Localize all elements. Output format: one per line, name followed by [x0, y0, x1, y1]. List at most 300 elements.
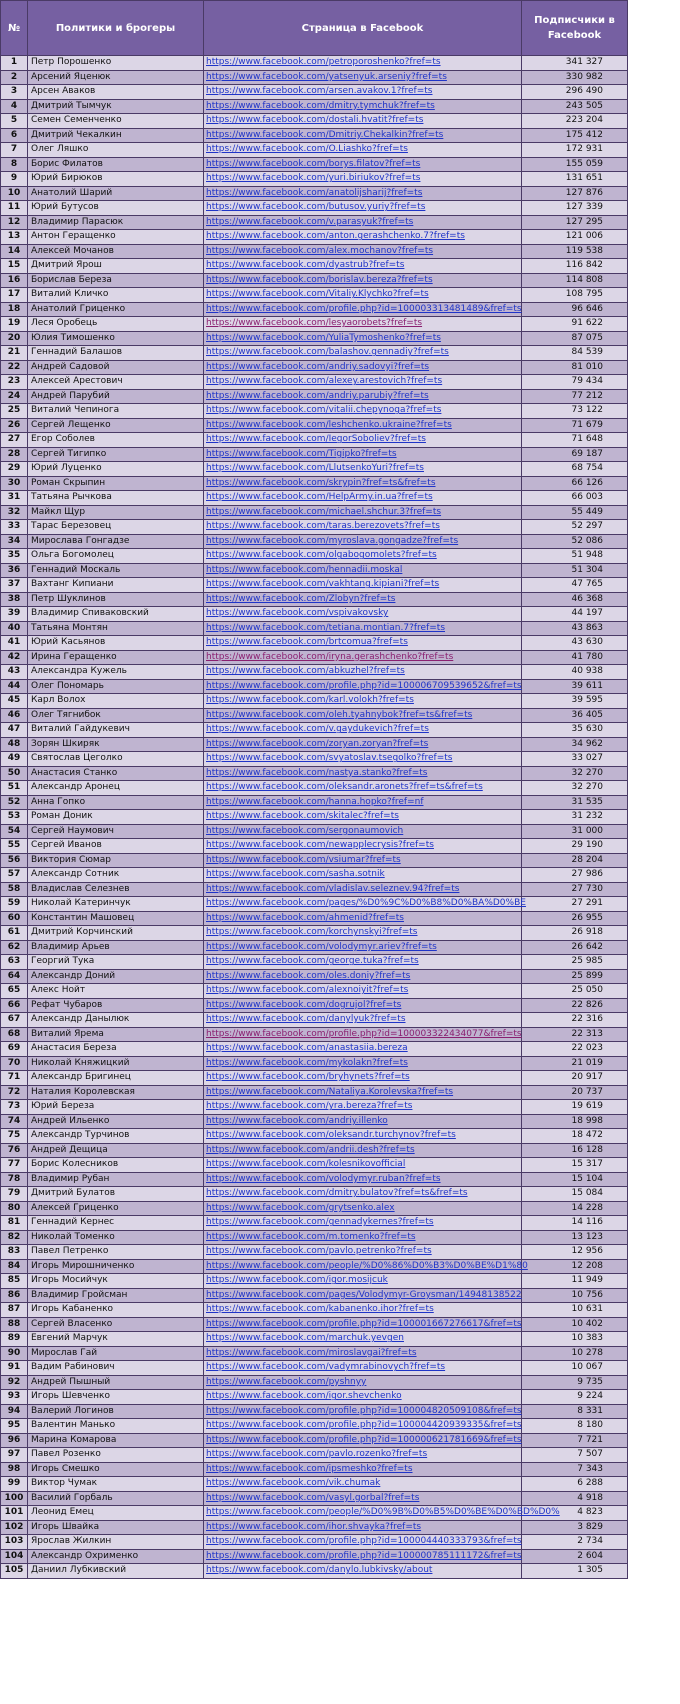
facebook-page-cell	[204, 650, 522, 665]
table-body	[1, 56, 628, 1579]
facebook-link[interactable]: https://www.facebook.com/profile.php?id=100004420939335&fref=ts	[206, 1420, 522, 1431]
person-name: Павел Розенко	[28, 1448, 204, 1463]
person-name: Татьяна Рычкова	[28, 491, 204, 506]
subscriber-count: 175 412	[522, 128, 628, 143]
facebook-page-cell	[204, 1317, 522, 1332]
row-number: 72	[1, 1085, 28, 1100]
facebook-link[interactable]: https://www.facebook.com/borys.filatov?fref=ts	[206, 158, 421, 169]
table-row	[1, 1303, 628, 1318]
table-row	[1, 621, 628, 636]
person-name: Андрей Парубий	[28, 389, 204, 404]
facebook-page-cell	[204, 1288, 522, 1303]
facebook-page-cell	[204, 1172, 522, 1187]
subscriber-count: 25 899	[522, 969, 628, 984]
person-name: Алексей Мочанов	[28, 244, 204, 259]
facebook-link[interactable]: https://www.facebook.com/oleh.tyahnybok?fref=ts&fref=ts	[206, 709, 473, 720]
facebook-page-cell	[204, 882, 522, 897]
facebook-page-cell	[204, 1404, 522, 1419]
column-header-subscribers: Подписчики в Facebook	[522, 1, 628, 56]
facebook-link[interactable]: https://www.facebook.com/skrypin?fref=ts&fref=ts	[206, 477, 436, 488]
person-name: Мирослава Гонгадзе	[28, 534, 204, 549]
subscriber-count: 119 538	[522, 244, 628, 259]
column-header-facebook-page: Страница в Facebook	[204, 1, 522, 56]
facebook-link[interactable]: https://www.facebook.com/andriy.illenko	[206, 1115, 388, 1126]
subscriber-count: 9 735	[522, 1375, 628, 1390]
facebook-link[interactable]: https://www.facebook.com/people/%D0%86%D0%B3%D0%BE%D1%80	[206, 1260, 528, 1271]
facebook-link[interactable]: https://www.facebook.com/sasha.sotnik	[206, 869, 385, 880]
facebook-page-cell	[204, 1520, 522, 1535]
facebook-link[interactable]: https://www.facebook.com/yatsenyuk.arseniy?fref=ts	[206, 71, 447, 82]
row-number: 88	[1, 1317, 28, 1332]
person-name: Юлия Тимошенко	[28, 331, 204, 346]
row-number: 19	[1, 317, 28, 332]
facebook-link[interactable]: https://www.facebook.com/balashov.gennadiy?fref=ts	[206, 347, 449, 358]
facebook-link[interactable]: https://www.facebook.com/tetiana.montian.7?fref=ts	[206, 622, 446, 633]
facebook-link[interactable]: https://www.facebook.com/profile.php?id=100000785111172&fref=ts	[206, 1550, 522, 1561]
facebook-link[interactable]: https://www.facebook.com/lesyaorobets?fref=ts	[206, 318, 423, 329]
facebook-page-cell	[204, 1042, 522, 1057]
subscriber-count: 22 316	[522, 1013, 628, 1028]
facebook-link[interactable]: https://www.facebook.com/volodymyr.ariev?fref=ts	[206, 941, 437, 952]
row-number: 21	[1, 346, 28, 361]
person-name: Вадим Рабинович	[28, 1361, 204, 1376]
facebook-link[interactable]: https://www.facebook.com/profile.php?id=100004440333793&fref=ts	[206, 1536, 522, 1547]
facebook-page-cell	[204, 868, 522, 883]
person-name: Анастасия Станко	[28, 766, 204, 781]
subscriber-count: 10 402	[522, 1317, 628, 1332]
table-row	[1, 1332, 628, 1347]
table-row	[1, 1187, 628, 1202]
facebook-link[interactable]: https://www.facebook.com/people/%D0%9B%D0%B5%D0%BE%D0%BD%D0%	[206, 1507, 560, 1518]
facebook-page-cell	[204, 607, 522, 622]
facebook-link[interactable]: https://www.facebook.com/miroslavgai?fref=ts	[206, 1347, 417, 1358]
facebook-link[interactable]: https://www.facebook.com/Tigipko?fref=ts	[206, 448, 397, 459]
facebook-link[interactable]: https://www.facebook.com/profile.php?id=100001667276617&fref=ts	[206, 1318, 522, 1329]
facebook-link[interactable]: https://www.facebook.com/profile.php?id=100003313481489&fref=ts	[206, 303, 522, 314]
facebook-link[interactable]: https://www.facebook.com/skitalec?fref=ts	[206, 811, 399, 822]
facebook-link[interactable]: https://www.facebook.com/dmitry.bulatov?fref=ts&fref=ts	[206, 1188, 468, 1199]
facebook-link[interactable]: https://www.facebook.com/karl.volokh?fref=ts	[206, 695, 414, 706]
subscriber-count: 19 619	[522, 1100, 628, 1115]
facebook-link[interactable]: https://www.facebook.com/Vitaliy.Klychko?fref=ts	[206, 289, 429, 300]
person-name: Николай Томенко	[28, 1230, 204, 1245]
person-name: Юрий Бутусов	[28, 201, 204, 216]
facebook-link[interactable]: https://www.facebook.com/vasyl.gorbal?fref=ts	[206, 1492, 420, 1503]
person-name: Ярослав Жилкин	[28, 1535, 204, 1550]
facebook-link[interactable]: https://www.facebook.com/korchynskyi?fref=ts	[206, 927, 418, 938]
subscriber-count: 32 270	[522, 781, 628, 796]
facebook-link[interactable]: https://www.facebook.com/alex.mochanov?fref=ts	[206, 245, 434, 256]
subscriber-count: 40 938	[522, 665, 628, 680]
person-name: Юрий Касьянов	[28, 636, 204, 651]
table-row	[1, 230, 628, 245]
person-name: Сергей Наумович	[28, 824, 204, 839]
facebook-link[interactable]: https://www.facebook.com/oleksandr.aronets?fref=ts&fref=ts	[206, 782, 483, 793]
row-number: 41	[1, 636, 28, 651]
table-row	[1, 984, 628, 999]
facebook-page-cell	[204, 1071, 522, 1086]
person-name: Юрий Береза	[28, 1100, 204, 1115]
facebook-page-cell	[204, 824, 522, 839]
person-name: Владимир Арьев	[28, 940, 204, 955]
row-number: 59	[1, 897, 28, 912]
facebook-page-cell	[204, 1114, 522, 1129]
subscriber-count: 4 823	[522, 1506, 628, 1521]
facebook-link[interactable]: https://www.facebook.com/anton.gerashchenko.7?fref=ts	[206, 231, 465, 242]
person-name: Александр Сотник	[28, 868, 204, 883]
table-row	[1, 433, 628, 448]
facebook-page-cell	[204, 940, 522, 955]
facebook-page-cell	[204, 1013, 522, 1028]
subscriber-count: 66 003	[522, 491, 628, 506]
subscriber-count: 116 842	[522, 259, 628, 274]
person-name: Андрей Ильенко	[28, 1114, 204, 1129]
subscriber-count: 39 611	[522, 679, 628, 694]
facebook-link[interactable]: https://www.facebook.com/oleksandr.turchynov?fref=ts	[206, 1130, 456, 1141]
person-name: Роман Доник	[28, 810, 204, 825]
person-name: Сергей Иванов	[28, 839, 204, 854]
facebook-page-cell	[204, 230, 522, 245]
facebook-link[interactable]: https://www.facebook.com/ihor.shvayka?fref=ts	[206, 1521, 422, 1532]
facebook-link[interactable]: https://www.facebook.com/v.gaydukevich?fref=ts	[206, 724, 429, 735]
row-number: 62	[1, 940, 28, 955]
facebook-link[interactable]: https://www.facebook.com/profile.php?id=100000621781669&fref=ts	[206, 1434, 522, 1445]
person-name: Игорь Мирошниченко	[28, 1259, 204, 1274]
table-row	[1, 1433, 628, 1448]
person-name: Георгий Тука	[28, 955, 204, 970]
row-number: 48	[1, 737, 28, 752]
facebook-link[interactable]: https://www.facebook.com/george.tuka?fref=ts	[206, 956, 419, 967]
row-number: 102	[1, 1520, 28, 1535]
person-name: Дмитрий Ярош	[28, 259, 204, 274]
person-name: Александр Доний	[28, 969, 204, 984]
facebook-link[interactable]: https://www.facebook.com/vik.chumak	[206, 1478, 381, 1489]
facebook-page-cell	[204, 70, 522, 85]
facebook-link[interactable]: https://www.facebook.com/dmitry.tymchuk?fref=ts	[206, 100, 435, 111]
facebook-link[interactable]: https://www.facebook.com/alexey.arestovich?fref=ts	[206, 376, 443, 387]
facebook-page-cell	[204, 1274, 522, 1289]
facebook-link[interactable]: https://www.facebook.com/mykolakn?fref=ts	[206, 1057, 408, 1068]
table-row	[1, 1100, 628, 1115]
row-number: 14	[1, 244, 28, 259]
subscriber-count: 36 405	[522, 708, 628, 723]
subscriber-count: 41 780	[522, 650, 628, 665]
subscriber-count: 15 317	[522, 1158, 628, 1173]
facebook-page-cell	[204, 375, 522, 390]
row-number: 86	[1, 1288, 28, 1303]
facebook-page-cell	[204, 781, 522, 796]
row-number: 9	[1, 172, 28, 187]
facebook-link[interactable]: https://www.facebook.com/anastasiia.bereza	[206, 1043, 408, 1054]
facebook-link[interactable]: https://www.facebook.com/O.Liashko?fref=ts	[206, 144, 408, 155]
person-name: Евгений Марчук	[28, 1332, 204, 1347]
facebook-link[interactable]: https://www.facebook.com/pages/%D0%9C%D0%B8%D0%BA%D0%BE	[206, 898, 526, 909]
facebook-link[interactable]: https://www.facebook.com/taras.berezovets?fref=ts	[206, 521, 440, 532]
facebook-page-cell	[204, 1448, 522, 1463]
table-row	[1, 679, 628, 694]
person-name: Виктория Сюмар	[28, 853, 204, 868]
facebook-link[interactable]: https://www.facebook.com/hanna.hopko?fref=nf	[206, 796, 424, 807]
person-name: Сергей Лещенко	[28, 418, 204, 433]
facebook-link[interactable]: https://www.facebook.com/HelpArmy.in.ua?fref=ts	[206, 492, 433, 503]
row-number: 3	[1, 85, 28, 100]
subscriber-count: 69 187	[522, 447, 628, 462]
row-number: 1	[1, 56, 28, 71]
facebook-page-cell	[204, 85, 522, 100]
facebook-link[interactable]: https://www.facebook.com/petroporoshenko?fref=ts	[206, 57, 441, 68]
person-name: Виталий Ярема	[28, 1027, 204, 1042]
facebook-link[interactable]: https://www.facebook.com/andrii.desh?fref=ts	[206, 1144, 415, 1155]
facebook-page-cell	[204, 288, 522, 303]
person-name: Игорь Мосийчук	[28, 1274, 204, 1289]
subscriber-count: 114 808	[522, 273, 628, 288]
subscriber-count: 39 595	[522, 694, 628, 709]
facebook-link[interactable]: https://www.facebook.com/borislav.bereza?fref=ts	[206, 274, 433, 285]
person-name: Роман Скрыпин	[28, 476, 204, 491]
facebook-page-cell	[204, 143, 522, 158]
facebook-link[interactable]: https://www.facebook.com/hennadii.moskal	[206, 564, 403, 575]
facebook-link[interactable]: https://www.facebook.com/oles.doniy?fref=ts	[206, 970, 411, 981]
facebook-link[interactable]: https://www.facebook.com/pyshnyy	[206, 1376, 367, 1387]
facebook-page-cell	[204, 752, 522, 767]
row-number: 77	[1, 1158, 28, 1173]
facebook-link[interactable]: https://www.facebook.com/nastya.stanko?fref=ts	[206, 767, 428, 778]
facebook-link[interactable]: https://www.facebook.com/danylyuk?fref=ts	[206, 1014, 406, 1025]
facebook-page-cell	[204, 1419, 522, 1434]
row-number: 22	[1, 360, 28, 375]
facebook-link[interactable]: https://www.facebook.com/vadymrabinovych?fref=ts	[206, 1362, 446, 1373]
facebook-link[interactable]: https://www.facebook.com/dostali.hvatit?fref=ts	[206, 115, 424, 126]
person-name: Арсений Яценюк	[28, 70, 204, 85]
subscriber-count: 16 128	[522, 1143, 628, 1158]
row-number: 55	[1, 839, 28, 854]
facebook-link[interactable]: https://www.facebook.com/profile.php?id=100006709539652&fref=ts	[206, 680, 522, 691]
facebook-page-cell	[204, 853, 522, 868]
row-number: 64	[1, 969, 28, 984]
facebook-link[interactable]: https://www.facebook.com/ahmenid?fref=ts	[206, 912, 404, 923]
subscriber-count: 12 208	[522, 1259, 628, 1274]
table-row	[1, 259, 628, 274]
facebook-link[interactable]: https://www.facebook.com/profile.php?id=100004820509108&fref=ts	[206, 1405, 522, 1416]
facebook-link[interactable]: https://www.facebook.com/yra.bereza?fref=ts	[206, 1101, 413, 1112]
person-name: Виктор Чумак	[28, 1477, 204, 1492]
row-number: 75	[1, 1129, 28, 1144]
facebook-link[interactable]: https://www.facebook.com/Dmitriy.Chekalkin?fref=ts	[206, 129, 444, 140]
subscriber-count: 26 918	[522, 926, 628, 941]
table-row	[1, 288, 628, 303]
row-number: 17	[1, 288, 28, 303]
person-name: Дмитрий Корчинский	[28, 926, 204, 941]
facebook-link[interactable]: https://www.facebook.com/butusov.yuriy?fref=ts	[206, 202, 426, 213]
subscriber-count: 131 651	[522, 172, 628, 187]
row-number: 76	[1, 1143, 28, 1158]
subscriber-count: 155 059	[522, 157, 628, 172]
facebook-link[interactable]: https://www.facebook.com/profile.php?id=100003322434077&fref=ts	[206, 1028, 522, 1039]
facebook-link[interactable]: https://www.facebook.com/m.tomenko?fref=ts	[206, 1231, 416, 1242]
facebook-link[interactable]: https://www.facebook.com/andriy.sadovyi?fref=ts	[206, 361, 430, 372]
facebook-page-cell	[204, 317, 522, 332]
facebook-page-cell	[204, 969, 522, 984]
row-number: 96	[1, 1433, 28, 1448]
subscriber-count: 51 304	[522, 563, 628, 578]
facebook-link[interactable]: https://www.facebook.com/svyatoslav.tsegolko?fref=ts	[206, 753, 453, 764]
facebook-page-cell	[204, 1477, 522, 1492]
facebook-link[interactable]: https://www.facebook.com/abkuzhel?fref=ts	[206, 666, 405, 677]
facebook-page-cell	[204, 157, 522, 172]
facebook-page-cell	[204, 128, 522, 143]
facebook-link[interactable]: https://www.facebook.com/pavlo.petrenko?fref=ts	[206, 1246, 432, 1257]
subscriber-count: 243 505	[522, 99, 628, 114]
row-number: 83	[1, 1245, 28, 1260]
table-row	[1, 1085, 628, 1100]
person-name: Вахтанг Кипиани	[28, 578, 204, 593]
facebook-link[interactable]: https://www.facebook.com/danylo.lubkivsky/about	[206, 1565, 433, 1576]
row-number: 37	[1, 578, 28, 593]
facebook-link[interactable]: https://www.facebook.com/grytsenko.alex	[206, 1202, 395, 1213]
facebook-page-cell	[204, 984, 522, 999]
table-row	[1, 1129, 628, 1144]
facebook-link[interactable]: https://www.facebook.com/gennadykernes?fref=ts	[206, 1217, 434, 1228]
subscriber-count: 68 754	[522, 462, 628, 477]
facebook-link[interactable]: https://www.facebook.com/olgabogomolets?fref=ts	[206, 550, 437, 561]
facebook-link[interactable]: https://www.facebook.com/igor.mosijcuk	[206, 1275, 388, 1286]
facebook-page-cell	[204, 360, 522, 375]
facebook-link[interactable]: https://www.facebook.com/yuri.biriukov?fref=ts	[206, 173, 421, 184]
subscriber-count: 71 679	[522, 418, 628, 433]
table-row	[1, 1477, 628, 1492]
facebook-link[interactable]: https://www.facebook.com/leshchenko.ukraine?fref=ts	[206, 419, 452, 430]
facebook-link[interactable]: https://www.facebook.com/vladislav.seleznev.94?fref=ts	[206, 883, 460, 894]
person-name: Петр Порошенко	[28, 56, 204, 71]
facebook-link[interactable]: https://www.facebook.com/dogrujol?fref=ts	[206, 999, 402, 1010]
facebook-page-cell	[204, 636, 522, 651]
row-number: 84	[1, 1259, 28, 1274]
table-row	[1, 824, 628, 839]
facebook-link[interactable]: https://www.facebook.com/marchuk.yevgen	[206, 1333, 404, 1344]
facebook-page-cell	[204, 172, 522, 187]
facebook-link[interactable]: https://www.facebook.com/sergonaumovich	[206, 825, 404, 836]
row-number: 51	[1, 781, 28, 796]
subscriber-count: 12 956	[522, 1245, 628, 1260]
row-number: 32	[1, 505, 28, 520]
facebook-link[interactable]: https://www.facebook.com/LlutsenkoYuri?fref=ts	[206, 463, 424, 474]
table-row	[1, 375, 628, 390]
person-name: Сергей Тигипко	[28, 447, 204, 462]
facebook-link[interactable]: https://www.facebook.com/myroslava.gongadze?fref=ts	[206, 535, 459, 546]
facebook-page-cell	[204, 795, 522, 810]
table-row	[1, 592, 628, 607]
person-name: Геннадий Балашов	[28, 346, 204, 361]
facebook-page-cell	[204, 766, 522, 781]
row-number: 66	[1, 998, 28, 1013]
facebook-link[interactable]: https://www.facebook.com/Nataliya.Korolevska?fref=ts	[206, 1086, 454, 1097]
facebook-link[interactable]: https://www.facebook.com/pavlo.rozenko?fref=ts	[206, 1449, 428, 1460]
person-name: Александр Турчинов	[28, 1129, 204, 1144]
subscriber-count: 31 000	[522, 824, 628, 839]
facebook-link[interactable]: https://www.facebook.com/YuliaTymoshenko?fref=ts	[206, 332, 441, 343]
facebook-link[interactable]: https://www.facebook.com/brtcomua?fref=ts	[206, 637, 408, 648]
facebook-link[interactable]: https://www.facebook.com/alexnoiyit?fref=ts	[206, 985, 409, 996]
facebook-link[interactable]: https://www.facebook.com/kabanenko.ihor?fref=ts	[206, 1304, 434, 1315]
person-name: Петр Шуклинов	[28, 592, 204, 607]
person-name: Даниил Лубкивский	[28, 1564, 204, 1579]
table-row	[1, 302, 628, 317]
subscriber-count: 52 086	[522, 534, 628, 549]
facebook-page-cell	[204, 491, 522, 506]
facebook-link[interactable]: https://www.facebook.com/vsiumar?fref=ts	[206, 854, 401, 865]
table-row	[1, 70, 628, 85]
table-row	[1, 1259, 628, 1274]
person-name: Наталия Королевская	[28, 1085, 204, 1100]
table-row	[1, 1346, 628, 1361]
facebook-link[interactable]: https://www.facebook.com/igor.shevchenko	[206, 1391, 402, 1402]
table-row	[1, 505, 628, 520]
row-number: 58	[1, 882, 28, 897]
row-number: 56	[1, 853, 28, 868]
person-name: Борис Филатов	[28, 157, 204, 172]
row-number: 26	[1, 418, 28, 433]
row-number: 12	[1, 215, 28, 230]
row-number: 63	[1, 955, 28, 970]
subscriber-count: 13 123	[522, 1230, 628, 1245]
facebook-link[interactable]: https://www.facebook.com/iryna.gerashchenko?fref=ts	[206, 651, 454, 662]
person-name: Василий Горбаль	[28, 1491, 204, 1506]
facebook-page-cell	[204, 389, 522, 404]
facebook-link[interactable]: https://www.facebook.com/newapplecrysis?fref=ts	[206, 840, 434, 851]
facebook-link[interactable]: https://www.facebook.com/dyastrub?fref=ts	[206, 260, 405, 271]
table-row	[1, 1201, 628, 1216]
facebook-link[interactable]: https://www.facebook.com/vitalii.chepynoga?fref=ts	[206, 405, 442, 416]
row-number: 20	[1, 331, 28, 346]
facebook-link[interactable]: https://www.facebook.com/anatolijsharij?fref=ts	[206, 187, 423, 198]
table-row	[1, 273, 628, 288]
row-number: 65	[1, 984, 28, 999]
facebook-link[interactable]: https://www.facebook.com/Zlobyn?fref=ts	[206, 593, 396, 604]
row-number: 27	[1, 433, 28, 448]
table-row	[1, 1549, 628, 1564]
facebook-link[interactable]: https://www.facebook.com/kolesnikovofficial	[206, 1159, 406, 1170]
facebook-link[interactable]: https://www.facebook.com/volodymyr.ruban?fref=ts	[206, 1173, 441, 1184]
table-row	[1, 795, 628, 810]
row-number: 57	[1, 868, 28, 883]
facebook-link[interactable]: https://www.facebook.com/michael.shchur.3?fref=ts	[206, 506, 442, 517]
person-name: Дмитрий Тымчук	[28, 99, 204, 114]
table-row	[1, 1375, 628, 1390]
subscriber-count: 2 604	[522, 1549, 628, 1564]
facebook-link[interactable]: https://www.facebook.com/v.parasyuk?fref=ts	[206, 216, 414, 227]
facebook-link[interactable]: https://www.facebook.com/IegorSoboliev?fref=ts	[206, 434, 426, 445]
row-number: 24	[1, 389, 28, 404]
facebook-link[interactable]: https://www.facebook.com/pages/Volodymyr-Groysman/14948138522	[206, 1289, 522, 1300]
facebook-link[interactable]: https://www.facebook.com/zoryan.zoryan?fref=ts	[206, 738, 429, 749]
subscriber-count: 51 948	[522, 549, 628, 564]
facebook-link[interactable]: https://www.facebook.com/arsen.avakov.1?fref=ts	[206, 86, 433, 97]
facebook-link[interactable]: https://www.facebook.com/vakhtang.kipiani?fref=ts	[206, 579, 440, 590]
table-row	[1, 99, 628, 114]
facebook-link[interactable]: https://www.facebook.com/bryhynets?fref=ts	[206, 1072, 410, 1083]
facebook-link[interactable]: https://www.facebook.com/vspivakovsky	[206, 608, 389, 619]
table-row	[1, 534, 628, 549]
subscriber-count: 6 288	[522, 1477, 628, 1492]
subscriber-count: 7 343	[522, 1462, 628, 1477]
row-number: 36	[1, 563, 28, 578]
table-row	[1, 317, 628, 332]
table-row	[1, 1535, 628, 1550]
table-row	[1, 1462, 628, 1477]
facebook-link[interactable]: https://www.facebook.com/andriy.parubiy?fref=ts	[206, 390, 429, 401]
facebook-page-cell	[204, 549, 522, 564]
facebook-link[interactable]: https://www.facebook.com/ipsmeshko?fref=ts	[206, 1463, 413, 1474]
